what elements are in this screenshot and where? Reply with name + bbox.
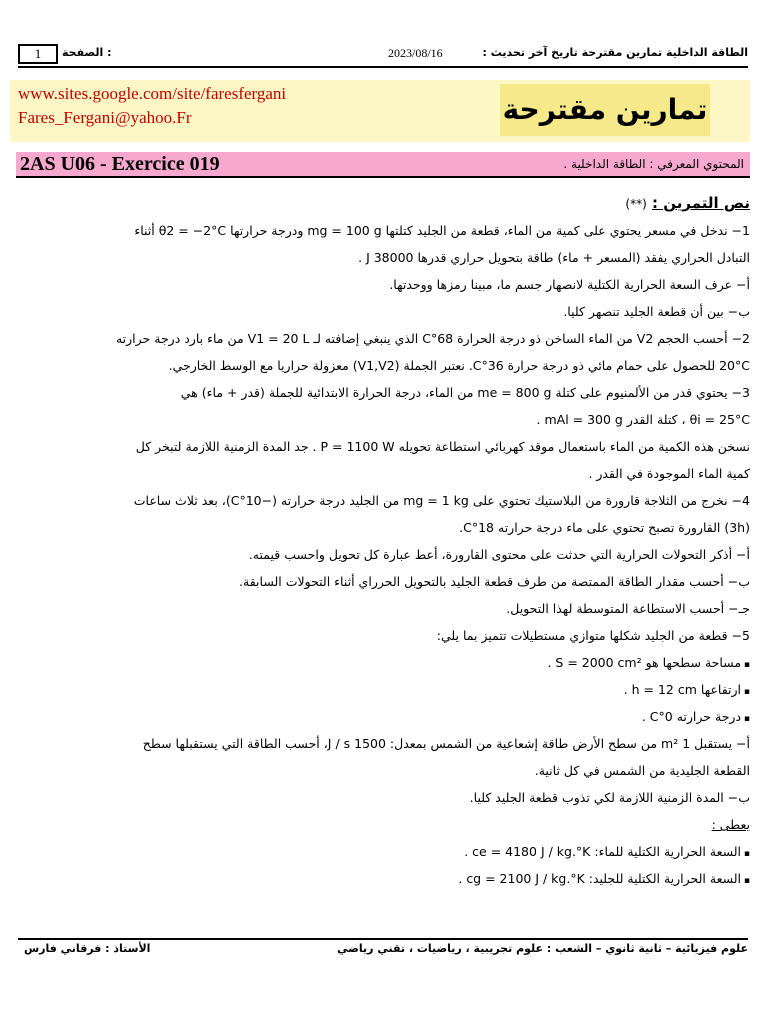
breadcrumb: الطاقة الداخلية تمارين مقترحة تاريخ آخر تحديث : bbox=[482, 46, 748, 59]
difficulty: (**) bbox=[625, 197, 647, 211]
page-title: تمارين مقترحة bbox=[500, 84, 710, 136]
body-line: ب− بين أن قطعة الجليد تنصهر كليا. bbox=[563, 304, 750, 319]
bullet-item: ▪ السعة الحرارية الكتلية للجليد: cg = 2100 J / kg.°K . bbox=[20, 865, 750, 892]
body-line: 1− ندخل في مسعر يحتوي على كمية من الماء، قطعة من الجليد كتلتها mg = 100 g ودرجة حرارتها θ2 = −2°C أثناء bbox=[134, 223, 750, 238]
email-link[interactable]: Fares_Fergani@yahoo.Fr bbox=[18, 108, 192, 127]
given-heading: يعطى : bbox=[711, 817, 750, 832]
body-line: أ− أذكر التحولات الحرارية التي حدثت على محتوى القارورة، أعط عبارة كل تحويل واحسب قيمته. bbox=[248, 547, 750, 562]
top-header bbox=[18, 44, 748, 68]
page-number: 1 bbox=[18, 44, 58, 64]
title-block bbox=[10, 80, 750, 142]
heading-label: نص التمرين : bbox=[652, 194, 750, 212]
bullet-item: ▪ مساحة سطحها هو S = 2000 cm² . bbox=[20, 649, 750, 676]
body-line: أ− يستقبل 1 m² من سطح الأرض طاقة إشعاعية من الشمس بمعدل: 1500 J / s، أحسب الطاقة التي يستقبلها سطح bbox=[142, 736, 750, 751]
footer-teacher: الأستاذ : فرقاني فارس bbox=[24, 942, 151, 955]
body-line: نسخن هذه الكمية من الماء باستعمال موقد كهربائي استطاعة تحويله P = 1100 W . جد المدة الزمنية اللازمة لتبخر كل bbox=[135, 439, 750, 454]
bullet-item: ▪ ارتفاعها h = 12 cm . bbox=[20, 676, 750, 703]
body-line: θi = 25°C ، كتلة القدر mAl = 300 g . bbox=[536, 412, 750, 427]
body-line: 2− أحسب الحجم V2 من الماء الساخن ذو درجة الحرارة 68°C الذي ينبغي إضافته لـ V1 = 20 L من ماء بارد درجة حرارته bbox=[115, 331, 750, 346]
exercise-body bbox=[20, 190, 750, 892]
divider bbox=[16, 176, 750, 178]
body-line: 3− يحتوي قدر من الألمنيوم على كتلة me = 800 g من الماء، درجة الحرارة الابتدائية للجملة (قدر + ماء) هي bbox=[180, 385, 750, 400]
body-line: القطعة الجليدية من الشمس في كل ثانية. bbox=[534, 763, 750, 778]
body-line: أ− عرف السعة الحرارية الكتلية لانصهار جسم ما، مبينا رمزها ووحدتها. bbox=[389, 277, 750, 292]
body-line: 5− قطعة من الجليد شكلها متوازي مستطيلات تتميز بما يلي: bbox=[436, 628, 750, 643]
bullet-item: ▪ درجة حرارته 0°C . bbox=[20, 703, 750, 730]
website-link[interactable]: www.sites.google.com/site/faresfergani bbox=[18, 84, 287, 103]
exercise-heading bbox=[20, 190, 750, 217]
body-line: ب− أحسب مقدار الطاقة الممتصة من طرف قطعة الجليد بالتحويل الحرراي أثناء التحولات السابقة. bbox=[239, 574, 750, 589]
body-line: جـ− أحسب الاستطاعة المتوسطة لهذا التحويل. bbox=[506, 601, 750, 616]
body-line: 4− نخرج من الثلاجة قارورة من البلاستيك تحتوي على mg = 1 kg من الجليد درجة حرارته (−10°C)، بعد ثلاث ساعات bbox=[133, 493, 750, 508]
body-line: التبادل الحراري يفقد (المسعر + ماء) طاقة بتحويل حراري قدرها 38000 J . bbox=[358, 250, 750, 265]
body-line: ب− المدة الزمنية اللازمة لكي تذوب قطعة الجليد كليا. bbox=[469, 790, 750, 805]
page-label: الصفحة : bbox=[62, 46, 112, 59]
exercise-bar bbox=[16, 152, 750, 176]
body-line: كمية الماء الموجودة في القدر . bbox=[588, 466, 750, 481]
update-date: 2023/08/16 bbox=[388, 46, 443, 60]
footer-subject: علوم فيزيائية – ثانية ثانوي – الشعب : علوم تجريبية ، رياضيات ، تقني رياضي bbox=[337, 942, 748, 955]
exercise-topic: المحتوي المعرفي : الطاقة الداخلية . bbox=[563, 157, 744, 171]
exercise-code: 2AS U06 - Exercice 019 bbox=[20, 153, 220, 175]
footer bbox=[18, 938, 748, 958]
body-line: (3h) القارورة تصبح تحتوي على ماء درجة حرارته 18°C. bbox=[459, 520, 750, 535]
bullet-item: ▪ السعة الحرارية الكتلية للماء: ce = 4180 J / kg.°K . bbox=[20, 838, 750, 865]
body-line: 20°C للحصول على حمام مائي ذو درجة حرارة 36°C. نعتبر الجملة (V1,V2) معزولة حراريا مع الوسط الخارجي. bbox=[168, 358, 750, 373]
